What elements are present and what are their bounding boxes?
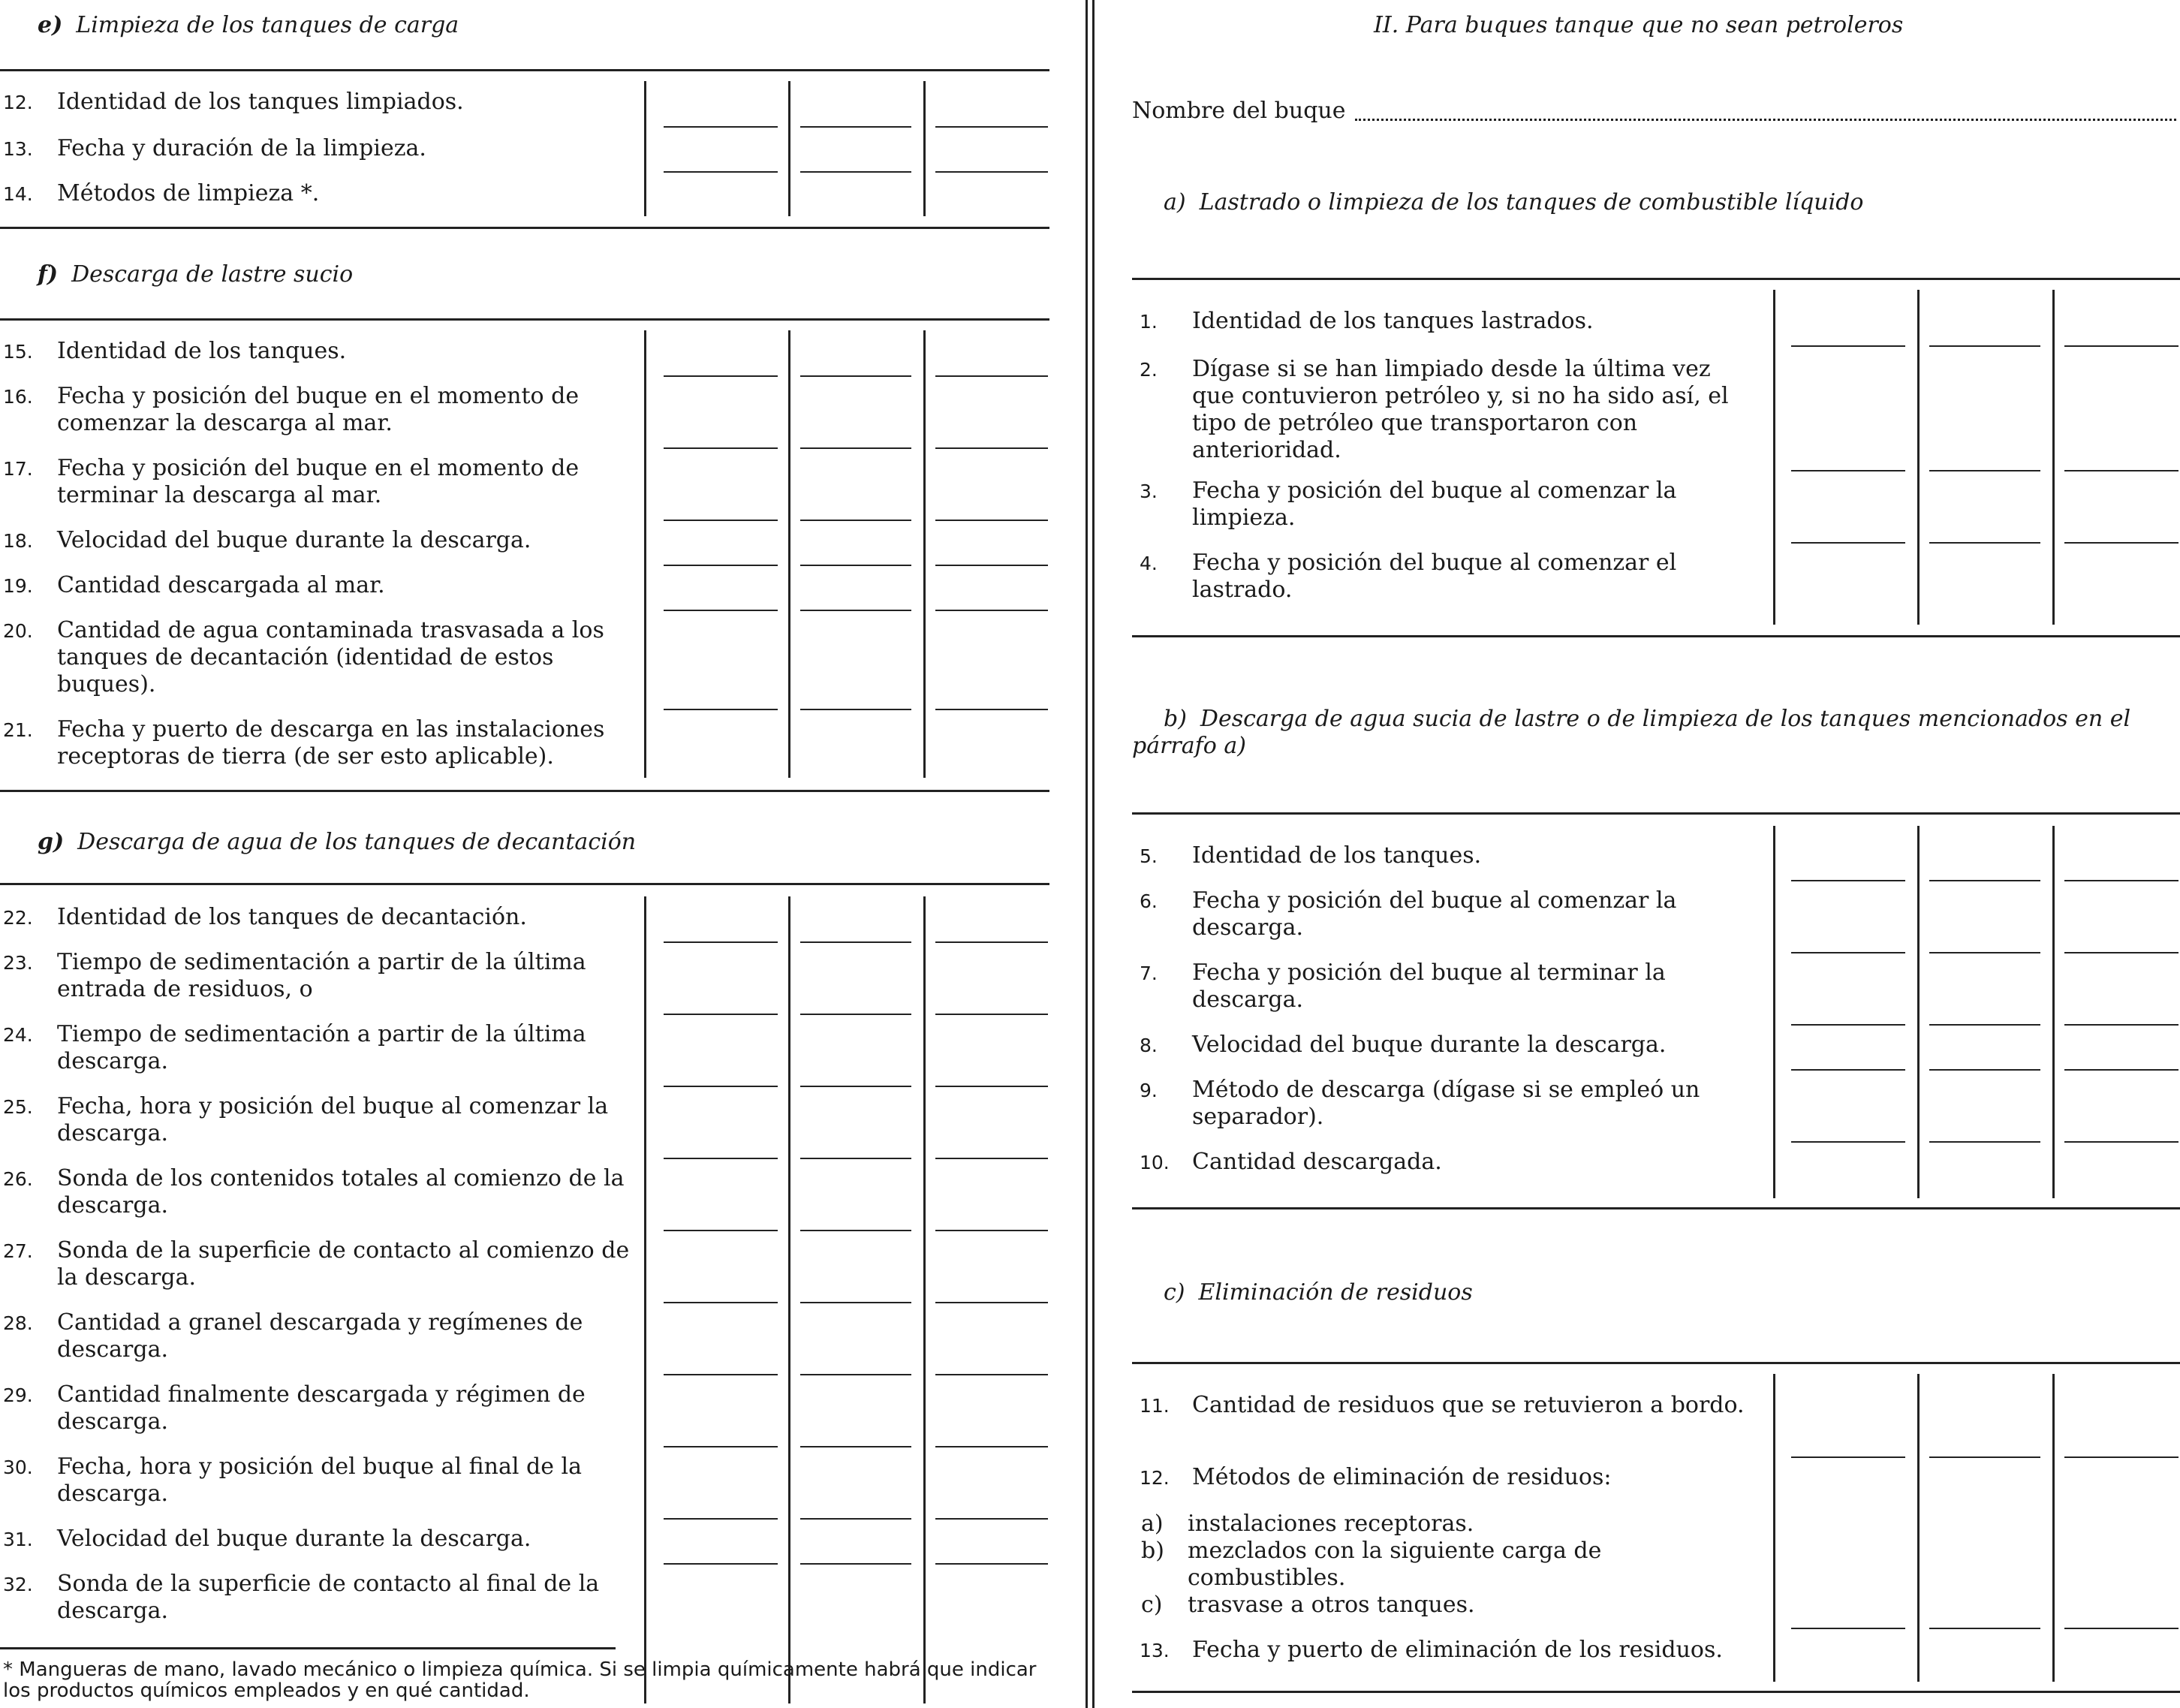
entry-blank[interactable] (935, 1518, 1048, 1520)
entry-blank[interactable] (800, 1158, 911, 1159)
entry-blank[interactable] (1929, 542, 2040, 544)
entry-blank[interactable] (935, 1230, 1048, 1231)
entry-blank[interactable] (664, 1014, 778, 1015)
section-g-heading: g) Descarga de agua de los tanques de decantación (38, 829, 637, 855)
entry-blank[interactable] (2064, 1141, 2178, 1143)
entry-blank[interactable] (935, 565, 1048, 566)
entry-blank[interactable] (935, 126, 1048, 128)
column-line (1773, 826, 1775, 1198)
column-line (644, 896, 646, 1703)
entry-blank[interactable] (800, 375, 911, 377)
entry-blank[interactable] (664, 1158, 778, 1159)
section-rule (0, 227, 1049, 229)
column-line (2052, 1374, 2055, 1682)
entry-blank[interactable] (800, 941, 911, 943)
column-line (788, 81, 790, 216)
column-line (1773, 1374, 1775, 1682)
entry-blank[interactable] (935, 1302, 1048, 1303)
column-line (788, 330, 790, 778)
entry-blank[interactable] (1791, 345, 1905, 347)
section-rule (1132, 1362, 2180, 1364)
entry-blank[interactable] (1791, 470, 1905, 471)
entry-blank[interactable] (935, 1158, 1048, 1159)
entry-blank[interactable] (2064, 880, 2178, 881)
entry-blank[interactable] (800, 520, 911, 521)
entry-blank[interactable] (1929, 952, 2040, 953)
entry-blank[interactable] (1929, 1141, 2040, 1143)
column-line (1773, 290, 1775, 625)
column-line (923, 896, 926, 1703)
entry-blank[interactable] (1791, 1456, 1905, 1458)
entry-blank[interactable] (1791, 542, 1905, 544)
entry-blank[interactable] (935, 447, 1048, 449)
entry-blank[interactable] (800, 447, 911, 449)
section-c-heading: c) Eliminación de residuos (1164, 1279, 1473, 1306)
entry-blank[interactable] (935, 1374, 1048, 1375)
entry-blank[interactable] (800, 565, 911, 566)
entry-blank[interactable] (800, 171, 911, 173)
entry-blank[interactable] (800, 1518, 911, 1520)
section-rule (0, 318, 1049, 321)
entry-blank[interactable] (664, 610, 778, 611)
column-line (644, 81, 646, 216)
entry-blank[interactable] (664, 1230, 778, 1231)
entry-blank[interactable] (664, 520, 778, 521)
entry-blank[interactable] (664, 126, 778, 128)
section-f-heading: f) Descarga de lastre sucio (38, 261, 354, 288)
entry-blank[interactable] (2064, 1628, 2178, 1629)
entry-blank[interactable] (800, 1446, 911, 1447)
ship-name-label: Nombre del buque (1132, 98, 1346, 124)
entry-blank[interactable] (664, 1518, 778, 1520)
column-divider (1085, 0, 1095, 1708)
entry-blank[interactable] (664, 1446, 778, 1447)
entry-blank[interactable] (664, 1563, 778, 1565)
column-line (1917, 1374, 1920, 1682)
section-rule (0, 69, 1049, 71)
entry-blank[interactable] (1929, 470, 2040, 471)
entry-blank[interactable] (1929, 1456, 2040, 1458)
entry-blank[interactable] (935, 1014, 1048, 1015)
entry-blank[interactable] (935, 941, 1048, 943)
column-line (923, 330, 926, 778)
column-line (1917, 290, 1920, 625)
section-rule (1132, 1691, 2180, 1693)
section-rule (0, 883, 1049, 885)
entry-blank[interactable] (2064, 1069, 2178, 1071)
entry-blank[interactable] (664, 1374, 778, 1375)
entry-blank[interactable] (2064, 542, 2178, 544)
entry-blank[interactable] (1791, 1628, 1905, 1629)
entry-blank[interactable] (664, 375, 778, 377)
ship-name-field[interactable] (1355, 119, 2176, 121)
column-line (923, 81, 926, 216)
section-b-heading: b) Descarga de agua sucia de lastre o de limpieza de los tanques mencionados en el párrafo a) (1132, 706, 2131, 759)
entry-blank[interactable] (800, 1086, 911, 1087)
entry-blank[interactable] (1791, 1141, 1905, 1143)
entry-blank[interactable] (800, 1230, 911, 1231)
entry-blank[interactable] (664, 447, 778, 449)
entry-blank[interactable] (664, 941, 778, 943)
entry-blank[interactable] (800, 709, 911, 710)
section-rule (1132, 812, 2180, 815)
section-e-heading: e) Limpieza de los tanques de carga (38, 12, 459, 38)
entry-blank[interactable] (2064, 952, 2178, 953)
entry-blank[interactable] (800, 1374, 911, 1375)
entry-blank[interactable] (935, 520, 1048, 521)
entry-blank[interactable] (1791, 1024, 1905, 1026)
section-rule (1132, 278, 2180, 280)
entry-blank[interactable] (1929, 880, 2040, 881)
entry-blank[interactable] (935, 375, 1048, 377)
entry-blank[interactable] (1791, 880, 1905, 881)
column-line (788, 896, 790, 1703)
entry-blank[interactable] (2064, 470, 2178, 471)
entry-blank[interactable] (800, 1563, 911, 1565)
footnote-rule (0, 1647, 616, 1649)
entry-blank[interactable] (935, 1086, 1048, 1087)
entry-blank[interactable] (2064, 345, 2178, 347)
entry-blank[interactable] (935, 1563, 1048, 1565)
entry-blank[interactable] (935, 709, 1048, 710)
entry-blank[interactable] (664, 565, 778, 566)
entry-blank[interactable] (935, 1446, 1048, 1447)
section-a-heading: a) Lastrado o limpieza de los tanques de combustible líquido (1164, 189, 1864, 215)
entry-blank[interactable] (664, 1086, 778, 1087)
column-line (2052, 826, 2055, 1198)
entry-blank[interactable] (1929, 1628, 2040, 1629)
footnote: * Mangueras de mano, lavado mecánico o limpieza química. Si se limpia químicamente habrá que indicar los productos químicos empleados y en qué cantidad. (3, 1658, 1037, 1702)
entry-blank[interactable] (935, 171, 1048, 173)
entry-blank[interactable] (800, 1302, 911, 1303)
entry-blank[interactable] (935, 610, 1048, 611)
entry-blank[interactable] (664, 171, 778, 173)
column-line (2052, 290, 2055, 625)
entry-blank[interactable] (1929, 345, 2040, 347)
entry-blank[interactable] (2064, 1024, 2178, 1026)
entry-blank[interactable] (664, 1302, 778, 1303)
entry-blank[interactable] (1929, 1069, 2040, 1071)
column-line (1917, 826, 1920, 1198)
entry-blank[interactable] (1929, 1024, 2040, 1026)
entry-blank[interactable] (800, 126, 911, 128)
section-rule (0, 790, 1049, 792)
entry-blank[interactable] (800, 610, 911, 611)
column-line (644, 330, 646, 778)
entry-blank[interactable] (1791, 1069, 1905, 1071)
section-rule (1132, 635, 2180, 637)
entry-blank[interactable] (664, 709, 778, 710)
part-ii-heading: II. Para buques tanque que no sean petroleros (1374, 12, 1904, 38)
section-rule (1132, 1207, 2180, 1209)
entry-blank[interactable] (2064, 1456, 2178, 1458)
entry-blank[interactable] (800, 1014, 911, 1015)
entry-blank[interactable] (1791, 952, 1905, 953)
